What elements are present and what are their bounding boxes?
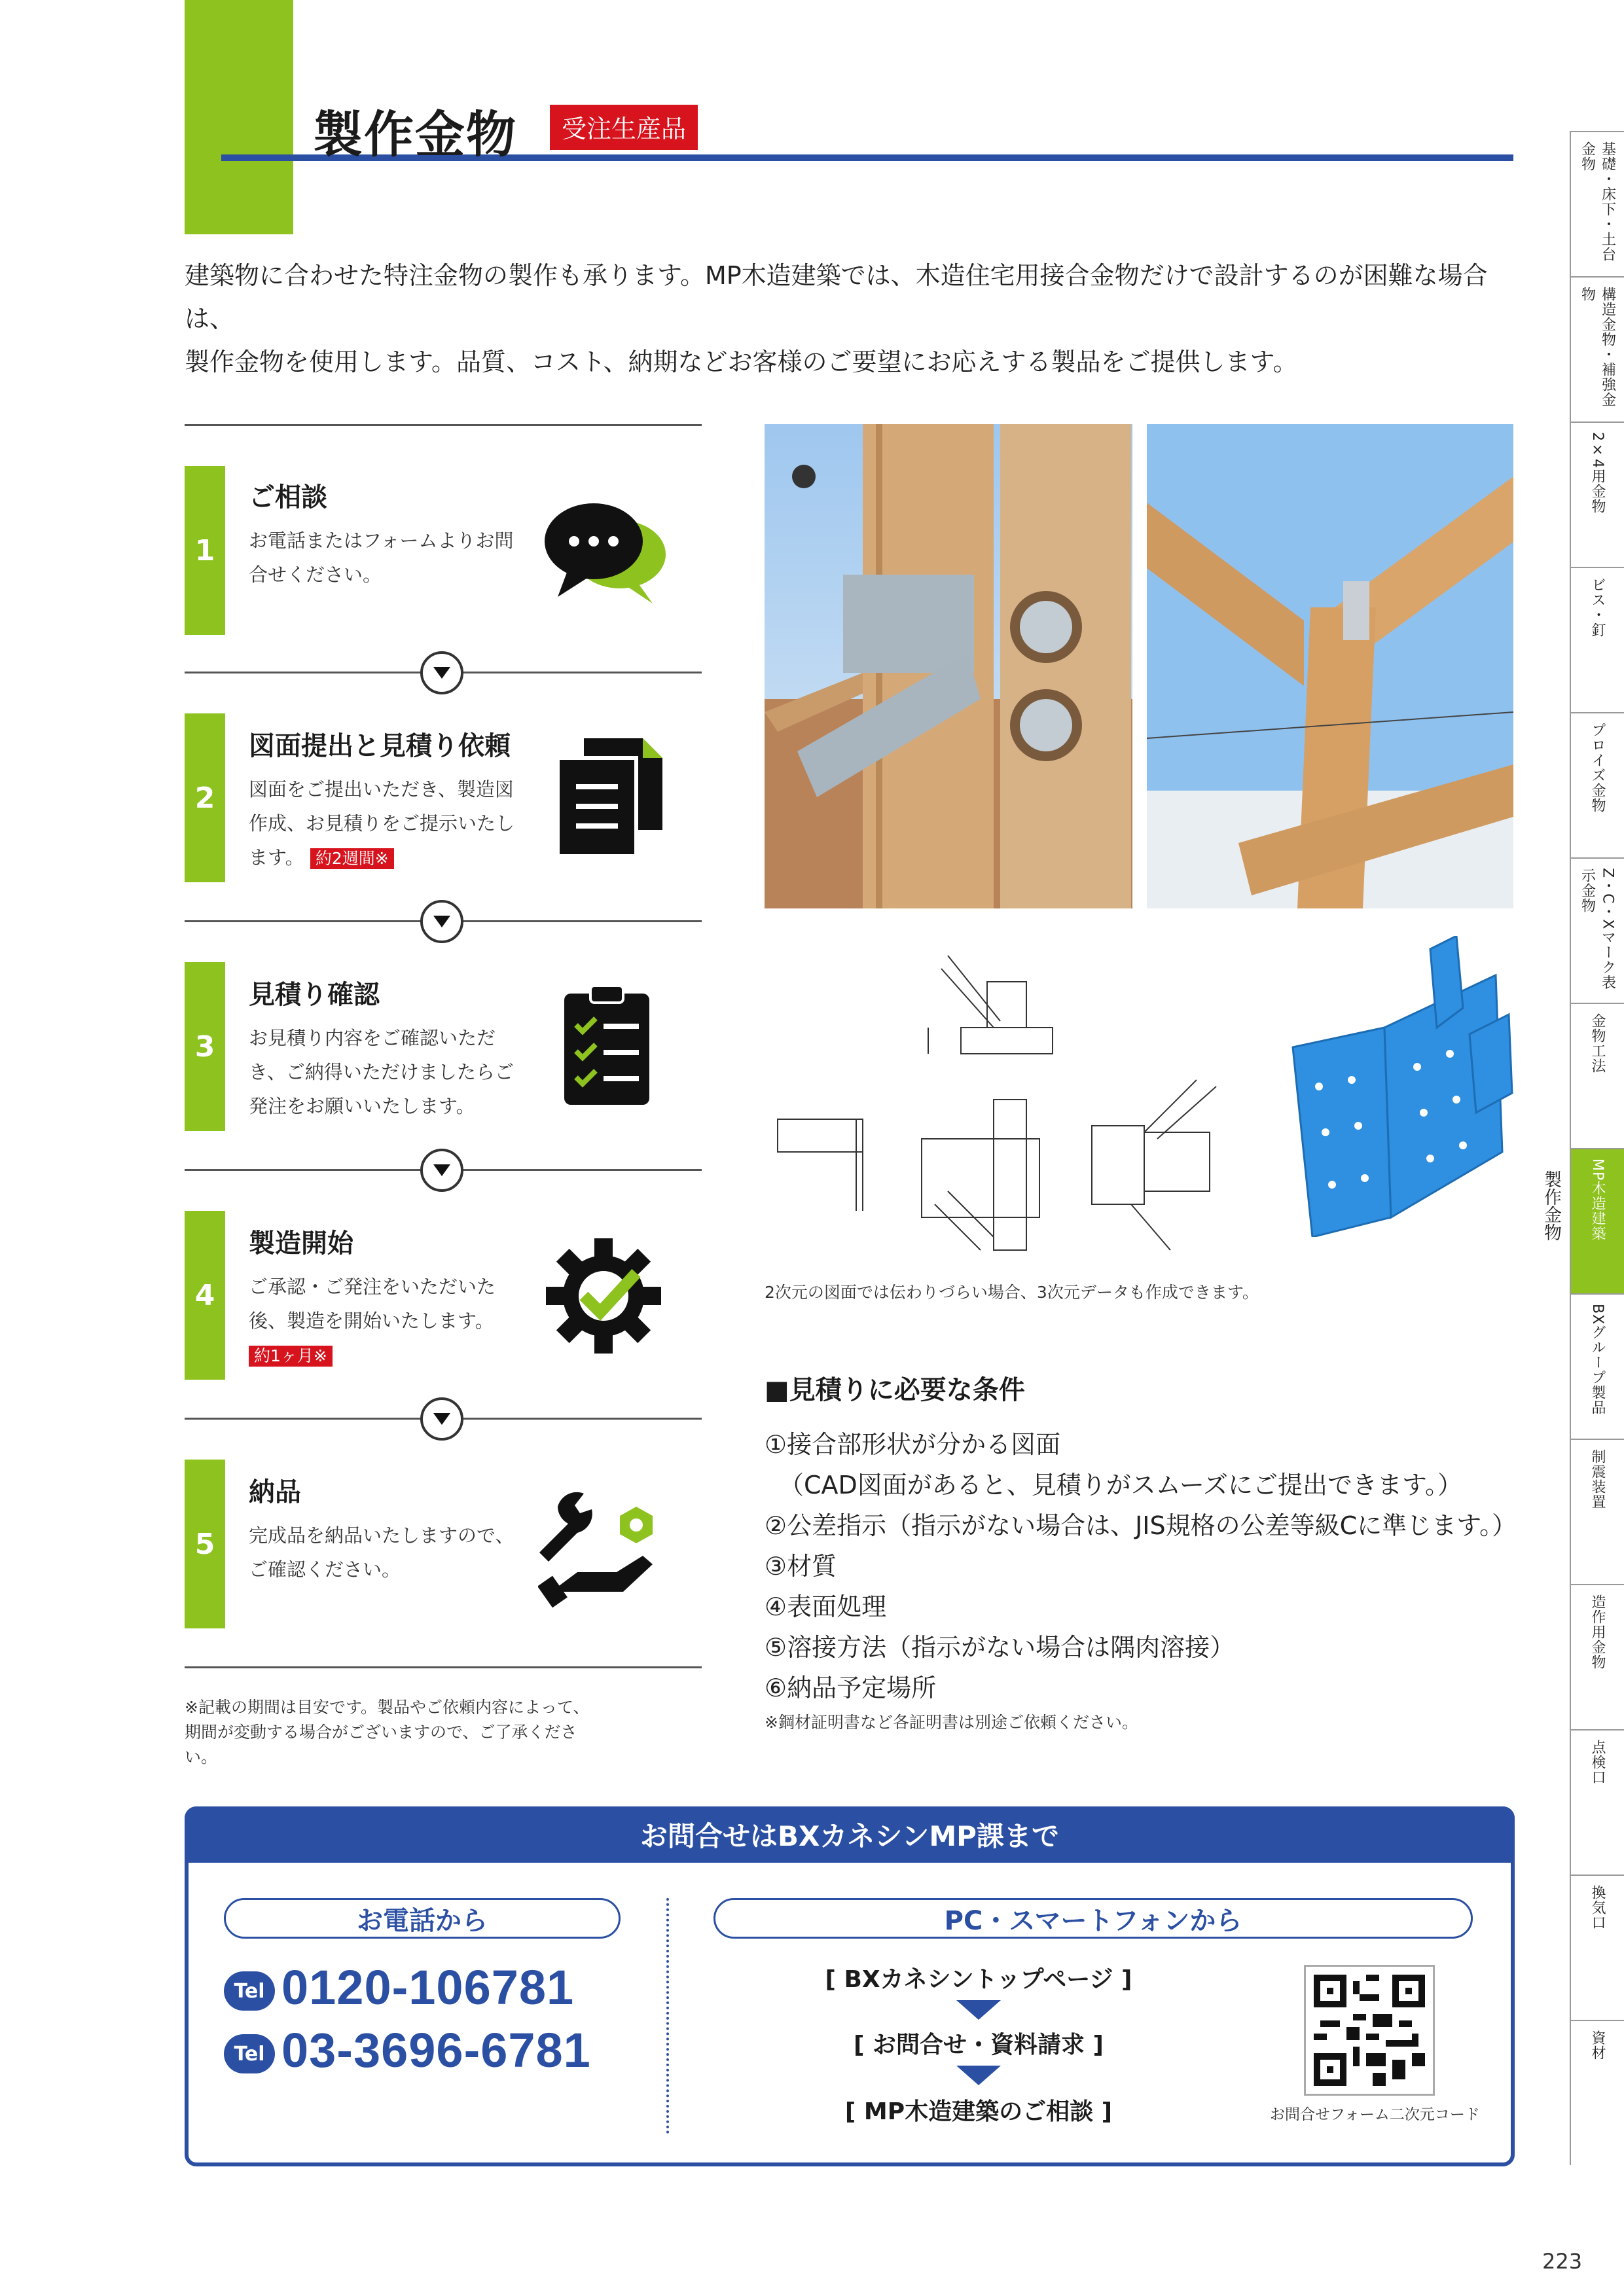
step-down-arrow-icon: [420, 1397, 463, 1441]
drawing-caption: 2次元の図面では伝わりづらい場合、3次元データも作成できます。: [765, 1283, 1259, 1302]
step-number: 1: [185, 466, 225, 635]
condition-item: ③材質: [765, 1552, 837, 1581]
clipboard-checklist-icon: [538, 980, 669, 1111]
flow-down-arrow-icon: [956, 2066, 1001, 2085]
wrench-hand-icon: [538, 1480, 669, 1611]
side-tab[interactable]: [1571, 567, 1624, 712]
side-tab[interactable]: [1571, 422, 1624, 567]
step-desc: お電話またはフォームよりお問合せください。: [249, 529, 514, 586]
step-desc: [249, 772, 524, 874]
gear-check-icon: [538, 1230, 669, 1361]
side-tab[interactable]: [1571, 1003, 1624, 1148]
step-desc: 完成品を納品いたしますので、ご確認ください。: [249, 1524, 514, 1581]
contact-heading: お問合せはBXカネシンMP課まで: [185, 1806, 1515, 1863]
schedule-footnote: ※記載の期間は目安です。製品やご依頼内容によって、期間が変動する場合がございますので、ご了承ください。: [185, 1698, 590, 1767]
side-tab[interactable]: [1571, 131, 1624, 276]
step-desc: [249, 1270, 524, 1372]
technical-drawings: [765, 929, 1249, 1270]
page-number: 223: [1542, 2249, 1583, 2274]
documents-icon: [538, 732, 669, 863]
side-tab[interactable]: [1571, 857, 1624, 1003]
tel-badge: Tel: [224, 2034, 275, 2073]
side-tab-label: 金物工法: [1589, 1013, 1606, 1073]
web-section-label: PC・スマートフォンから: [713, 1898, 1473, 1939]
condition-item: ⑥納品予定場所: [765, 1674, 937, 1702]
step-desc: お見積り内容をご確認いただき、ご納得いただけましたらご発注をお願いいたします。: [249, 1027, 514, 1117]
side-tab-label: 資材: [1589, 2030, 1606, 2060]
side-tab-label: 換気口: [1589, 1885, 1606, 1930]
side-tab[interactable]: [1571, 1439, 1624, 1584]
step-title: 見積り確認: [249, 980, 380, 1010]
duration-tag: 約2週間※: [310, 848, 394, 869]
step-desc-text: ご承認・ご発注をいただいた後、製造を開始いたします。: [249, 1276, 496, 1332]
qr-code[interactable]: [1304, 1965, 1435, 2096]
step-down-arrow-icon: [420, 1149, 463, 1192]
step-desc-text: 図面をご提出いただき、製造図作成、お見積りをご提示いたします。: [249, 778, 515, 869]
qr-caption: お問合せフォーム二次元コード: [1270, 2106, 1480, 2123]
condition-item: ①接合部形状が分かる図面: [765, 1430, 1061, 1459]
step-title: ご相談: [249, 482, 327, 512]
photo-timber-frame-joint: [1147, 424, 1513, 908]
side-tab-label: 点検口: [1589, 1740, 1606, 1785]
side-tab-label: 構造金物・補強金物: [1579, 287, 1616, 407]
step-title: 製造開始: [249, 1229, 353, 1259]
intro-line: 製作金物を使用します。品質、コスト、納期などお客様のご要望にお応えする製品をご提供します。: [185, 348, 1298, 376]
side-tab[interactable]: [1571, 1148, 1624, 1293]
photo-metal-plate-on-column: [765, 424, 1132, 908]
side-tab-label: 基礎・床下・土台金物: [1579, 141, 1616, 262]
step-number: 2: [185, 713, 225, 882]
side-tab-label: 制震装置: [1589, 1449, 1606, 1509]
side-tab[interactable]: [1571, 1874, 1624, 2020]
header-accent-bar: [185, 0, 293, 234]
flow-step-top-page[interactable]: [ BXカネシントップページ ]: [825, 1966, 1132, 1993]
side-tab-label: ビス・釘: [1589, 577, 1606, 637]
conditions-title: ■見積りに必要な条件: [765, 1375, 1025, 1405]
condition-item: ④表面処理: [765, 1592, 887, 1621]
intro-line: 建築物に合わせた特注金物の製作も承ります。MP木造建築では、木造住宅用接合金物だけで設計するのが困難な場合は、: [185, 261, 1488, 333]
side-tab-label: MP木造建築: [1589, 1158, 1606, 1242]
side-tab-label: プロイズ金物: [1589, 723, 1606, 813]
condition-item: ⑤溶接方法（指示がない場合は隅肉溶接）: [765, 1633, 1235, 1662]
chat-bubbles-icon: [538, 492, 669, 623]
side-tab[interactable]: [1571, 1584, 1624, 1729]
intro-text: [185, 254, 1533, 384]
condition-item: ②公差指示（指示がない場合は、JIS規格の公差等級Cに準じます。）: [765, 1511, 1517, 1540]
side-tab-label: 2×4用金物: [1589, 432, 1606, 514]
side-section-label: 製作金物: [1541, 1170, 1561, 1241]
step-down-arrow-icon: [420, 900, 463, 943]
side-tab-label: Z・C・Xマーク表示金物: [1579, 868, 1616, 990]
side-tab[interactable]: [1571, 2020, 1624, 2165]
side-tab[interactable]: [1571, 712, 1624, 857]
divider: [185, 424, 702, 426]
section-divider: [666, 1898, 669, 2134]
made-to-order-badge: 受注生産品: [550, 105, 698, 150]
side-tab-label: 造作用金物: [1589, 1594, 1606, 1670]
phone-number-office[interactable]: 03-3696-6781: [281, 2023, 591, 2077]
tel-badge: Tel: [224, 1971, 275, 2011]
step-down-arrow-icon: [420, 651, 463, 694]
side-tab[interactable]: [1571, 276, 1624, 422]
duration-tag: 約1ヶ月※: [249, 1346, 333, 1367]
flow-step-inquiry[interactable]: [ お問合せ・資料請求 ]: [854, 2032, 1104, 2058]
step-number: 3: [185, 962, 225, 1131]
page-title: 製作金物: [313, 105, 517, 164]
side-tab-label: BXグループ製品: [1589, 1304, 1606, 1416]
step-number: 5: [185, 1460, 225, 1628]
step-title: 納品: [249, 1477, 301, 1507]
phone-number-tollfree[interactable]: 0120-106781: [281, 1960, 575, 2015]
flow-step-mp-consult[interactable]: [ MP木造建築のご相談 ]: [844, 2098, 1113, 2125]
side-tab[interactable]: [1571, 1729, 1624, 1874]
step-title: 図面提出と見積り依頼: [249, 731, 511, 761]
flow-down-arrow-icon: [956, 2000, 1001, 2020]
divider: [185, 1666, 702, 1668]
side-tab[interactable]: [1571, 1293, 1624, 1439]
conditions-note: ※鋼材証明書など各証明書は別途ご依頼ください。: [765, 1713, 1138, 1732]
condition-item: （CAD図面があると、見積りがスムーズにご提出できます。）: [779, 1471, 1462, 1499]
phone-section-label: お電話から: [224, 1898, 621, 1939]
step-number: 4: [185, 1211, 225, 1380]
3d-model-bracket: [1280, 936, 1515, 1237]
